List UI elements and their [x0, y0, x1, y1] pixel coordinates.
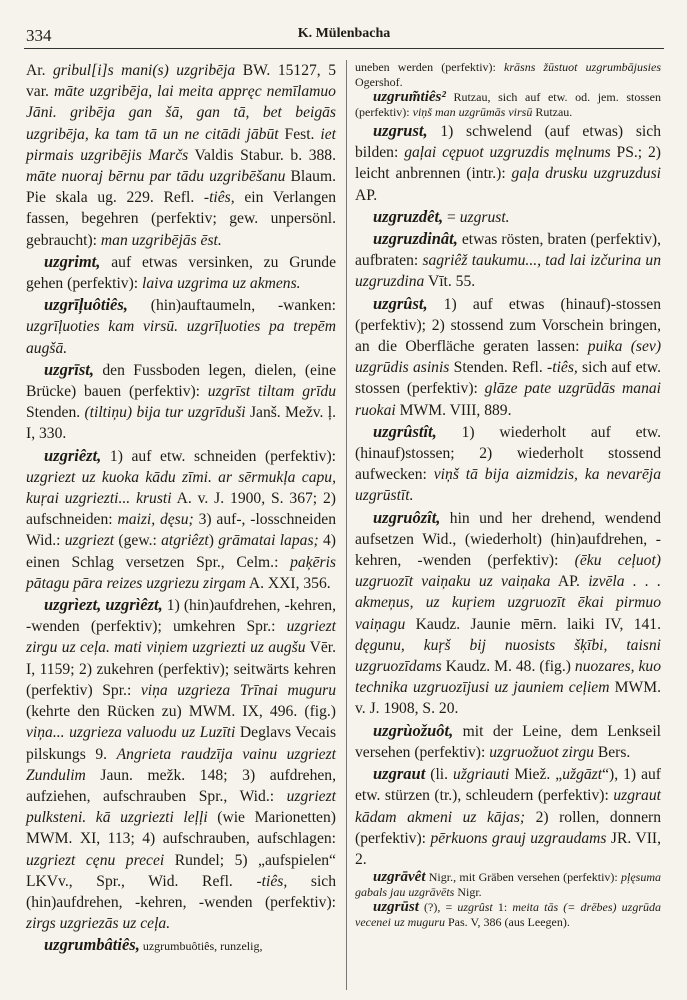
entry-headword: uzgrust,: [373, 121, 428, 140]
entry-example: viņš man uzgrūmās virsū: [412, 105, 533, 119]
entry-example: užgriauti: [453, 766, 510, 784]
entry-text: Nigr.: [454, 885, 482, 900]
entry-example: uzgrīst tiltam grīdu: [207, 383, 336, 401]
dictionary-entry: [355, 228, 661, 293]
entry-text: AP.: [550, 573, 589, 591]
entry-example: uzgriezt uz kuoka kādu zīmi. ar sērmukļa capu, kuŗai uzgriezti... krusti: [26, 468, 336, 508]
entry-text: Stenden. Refl.: [449, 359, 548, 377]
dictionary-entry: [26, 251, 336, 294]
dictionary-entry: [26, 445, 336, 594]
entry-example: māte uzgribēja, lai meita appręc nemīlamuo Jāni. gribēja gan šā, gan tā, bet beigās uzgribēja, ka tam tā un ne citādi jābūt: [26, 83, 336, 143]
dictionary-entry: [355, 60, 661, 90]
entry-text: Pas. V, 386 (aus Leegen).: [444, 915, 570, 930]
entry-example: (tiltiņu) bija tur uzgrīduši: [84, 404, 246, 422]
entry-example: grāmatai lapas;: [218, 532, 319, 550]
entry-example: Angrieta raudzīja vainu uzgriezt Zundulim: [26, 745, 336, 784]
entry-text: 1) (hin)aufdrehen, -kehren, -wenden (perfektiv); umkehren Spr.:: [26, 597, 336, 636]
entry-example: gaļa drusku uzgruzdusi: [511, 165, 662, 183]
entry-example: uzgriezt pulksteni. kā uzgriezti leļļi: [26, 787, 336, 827]
entry-example: dęgunu, kuŗš bij nuosists šķībi, taisni uzgruozīdams: [355, 636, 661, 676]
entry-example: uzgrīļuoties kam virsū. uzgrīļuoties pa trepēm augšā.: [26, 318, 336, 357]
entry-text: 2) rollen, donnern (perfektiv):: [355, 808, 661, 847]
entry-text: Ar.: [26, 62, 53, 79]
entry-text: Fest.: [278, 125, 321, 143]
entry-text: 3) auf-, -losschneiden Wid.:: [26, 511, 336, 550]
entry-example: zirgs uzgriezās uz ceļa.: [26, 915, 171, 933]
dictionary-entry: [355, 206, 661, 228]
entry-example: uzgriezt: [64, 532, 115, 550]
entry-text: “), 1) auf etw. stürzen (tr.), schleudern (perfektiv):: [355, 766, 661, 805]
dictionary-entry: [355, 900, 661, 930]
entry-example: paķēris pātagu pāra reizes uzgriezu zirgam: [26, 553, 336, 592]
entry-text: sich (hin)aufdrehen, -kehren, -wenden (perfektiv):: [26, 872, 336, 911]
entry-example: gaļai cępuot uzgruzdis męlnums: [404, 144, 611, 162]
left-column: [26, 60, 336, 957]
entry-headword: uzgrùožuôt,: [373, 720, 454, 740]
entry-text: =: [443, 208, 460, 226]
entry-example: maizi, dęsu;: [117, 511, 194, 529]
entry-example: sagriêž taukumu..., tad lai izčurina un uzgruzdina: [355, 252, 662, 291]
entry-text: Rutzau, sich auf etw. od. jem. stossen (perfektiv):: [355, 90, 661, 119]
entry-text: sich auf etw. stossen (perfektiv):: [355, 359, 661, 398]
entry-headword: uzgruzdêt,: [373, 206, 444, 226]
page-number: 334: [26, 26, 52, 45]
entry-text: 1) auf etw. schneiden (perfektiv):: [101, 447, 336, 465]
entry-text: Rutzau.: [532, 105, 573, 119]
entry-text: (li.: [425, 766, 454, 784]
entry-example: uzgrust.: [459, 208, 510, 226]
entry-example: -tiês,: [547, 359, 578, 377]
entry-headword: uzgrūst: [373, 899, 419, 916]
entry-example: meita tās (= drēbes) uzgrūda vecenei uz muguru: [355, 900, 662, 930]
entry-example: viņš tā bija aizmidzis, ka nevarēja uzgrūstīt.: [355, 466, 661, 505]
entry-text: Kaudz. M. 48. (fig.): [441, 658, 575, 676]
entry-text: (kehrte den Rücken zu) MWM. IX, 496. (fig.): [26, 703, 336, 721]
dictionary-entry: [355, 90, 661, 120]
entry-example: krāsns žūstuot uzgrumbājusies: [504, 60, 661, 74]
entry-example: -tiês,: [256, 872, 288, 890]
entry-example: atgriêzt: [161, 532, 209, 550]
entry-example: gribul[i]s mani(s) uzgribēja: [53, 62, 236, 79]
dictionary-entry: [26, 594, 336, 934]
entry-text: Miež. „: [509, 766, 563, 784]
entry-text: PS.; 2) leicht anbrennen (intr.):: [355, 144, 661, 183]
entry-text: Bers.: [593, 743, 631, 761]
entry-text: ein Verlangen fassen, begehren (perfektiv; gew. unpersönl. gebraucht):: [26, 189, 336, 249]
dictionary-entry: [355, 421, 661, 507]
entry-text: auf etwas versinken, zu Grunde gehen (perfektiv):: [26, 253, 336, 293]
dictionary-entry: [355, 293, 661, 421]
entry-headword: uzgrumbâtiês,: [44, 935, 140, 955]
entry-text: 4) einen Schlag versetzen Spr., Celm.:: [26, 532, 336, 571]
entry-text: MWM. v. J. 1908, S. 20.: [355, 679, 662, 718]
entry-text: 1) schwelend (auf etwas) sich bilden:: [355, 123, 661, 162]
entry-text: Blaum. Pie skala ug. 229. Refl.: [26, 168, 336, 207]
entry-text: JR. VII, 2.: [355, 829, 661, 868]
entry-example: uzgraut kādam akmeni uz kājas;: [355, 787, 661, 826]
entry-example: -tiês,: [203, 189, 235, 207]
entry-headword: uzgrīļuôtiês,: [44, 295, 128, 315]
entry-text: Vēr. I, 1159; 2) zukehren (perfektiv); seitwärts kehren (perfektiv) Spr.:: [26, 639, 337, 699]
entry-headword: uzgrum̃tiês²: [373, 89, 446, 105]
entry-example: viņa uzgrieza Trīnai muguru: [140, 681, 336, 699]
entry-text: Nigr., mit Gräben versehen (perfektiv):: [425, 870, 621, 885]
dictionary-entry: [26, 934, 336, 956]
entry-text: Stenden.: [26, 404, 85, 422]
entry-example: uzgriezt cęnu precei: [26, 851, 165, 869]
entry-example: laiva uzgrima uz akmens.: [142, 275, 301, 293]
entry-example: (ēku ceļuot) uzgruozīt vaiņaku uz vaiņaka: [355, 552, 661, 591]
entry-example: viņa... uzgrieza valuodu uz Luzīti: [26, 724, 236, 742]
entry-example: man uzgribējās ēst.: [100, 231, 222, 249]
entry-example: iet pirmais uzgribējis Marčs: [26, 125, 336, 164]
entry-text: (?), =: [418, 900, 458, 915]
entry-example: uzgriezt zirgu uz ceļa. mati viņiem uzgriezti uz augšu: [26, 618, 336, 657]
entry-example: nuozares, kuo technika uzgruozījusi uz jauniem ceļiem: [355, 658, 661, 697]
entry-text: BW. 15127, 5 var.: [26, 62, 337, 101]
entry-text: Janš. Mežv. ļ. I, 330.: [26, 404, 336, 443]
entry-example: pļęsuma gabals jau uzgrāvēts: [355, 870, 661, 900]
dictionary-entry: [355, 720, 661, 763]
entry-text: mit der Leine, dem Lenkseil versehen (perfektiv):: [355, 722, 661, 761]
entry-text: (wie Marionetten) MWM. XI, 113; 4) aufschrauben, aufschlagen:: [26, 809, 336, 848]
entry-headword: uzgrìezt,: [44, 595, 102, 615]
entry-text: uneben werden (perfektiv):: [355, 60, 505, 74]
entry-text: etwas rösten, braten (perfektiv), aufbraten:: [355, 231, 661, 270]
entry-text: A. v. J. 1900, S. 367; 2) aufschneiden:: [26, 490, 336, 529]
column-divider: [346, 60, 347, 990]
entry-example: pērkuons grauj uzgraudams: [430, 829, 607, 847]
entry-example: uzgruožuot zirgu: [489, 743, 594, 761]
entry-headword: uzgrāvêt: [373, 869, 426, 886]
entry-headword: uzgruzdinât,: [373, 229, 458, 249]
right-column: [355, 60, 661, 930]
entry-text: Jaun. mežk. 148; 3) aufdrehen, aufziehen, aufschrauben Spr., Wid.:: [26, 766, 336, 805]
entry-example: uzgrûst: [457, 900, 493, 915]
dictionary-entry: [355, 120, 661, 206]
entry-text: (hin)auftaumeln, -wanken:: [127, 297, 336, 315]
dictionary-entry: [26, 359, 336, 445]
entry-text: den Fussboden legen, dielen, (eine Brücke) bauen (perfektiv):: [26, 361, 336, 401]
entry-text: Valdis Stabur. b. 388.: [188, 146, 336, 164]
dictionary-entry: [26, 60, 336, 251]
entry-headword: uzgraut: [373, 764, 426, 784]
entry-headword: uzgrīst,: [44, 359, 94, 379]
dictionary-entry: [355, 870, 661, 900]
entry-text: 1) wiederholt auf etw. (hinauf)stossen; 2) wiederholt stossend aufwecken:: [355, 423, 661, 484]
entry-example: puika (sev) uzgrūdis asinis: [355, 338, 662, 377]
entry-headword: uzgrûst,: [373, 293, 428, 313]
entry-example: užgāzt: [562, 766, 603, 784]
entry-example: glāze pate uzgrūdās manai ruokai: [355, 380, 661, 419]
dictionary-entry: [355, 763, 661, 870]
entry-text: A. XXI, 356.: [245, 574, 331, 592]
entry-headword: uzgrûstît,: [373, 421, 437, 441]
running-title: K. Mülenbacha: [297, 26, 391, 41]
entry-text: hin und her drehend, wendend aufsetzen Wid., (wiederholt) (hin)aufdrehen, -kehren, -wenden (perfektiv):: [355, 509, 661, 570]
entry-text: MWM. VIII, 889.: [395, 401, 512, 419]
entry-headword: uzgrìêzt,: [105, 595, 163, 615]
dictionary-entry: [355, 507, 661, 720]
entry-text: AP.: [355, 186, 378, 204]
entry-text: (gew.:: [114, 532, 162, 550]
dictionary-entry: [26, 294, 336, 359]
entry-text: 1:: [492, 900, 513, 915]
entry-headword: uzgrimt,: [44, 251, 101, 271]
entry-example: izvēla . . . akmeņus, uz kuŗiem uzgruozīt ēkai pirmuo vaiņagu: [355, 573, 662, 633]
entry-text: ): [208, 532, 219, 550]
entry-headword: uzgriêzt,: [44, 445, 102, 465]
entry-text: Deglavs Vecais pilskungs 9.: [26, 724, 337, 763]
entry-headword: uzgruôzît,: [373, 507, 441, 527]
entry-text: Ogershof.: [355, 75, 403, 89]
entry-text: 1) auf etwas (hinauf)-stossen (perfektiv); 2) stossend zum Vorschein bringen, an die Oberfläche geraten lassen:: [355, 295, 661, 356]
entry-text: uzgrumbuôtiês, runzelig,: [139, 939, 263, 954]
entry-example: māte nuoraj bērnu par tādu uzgribēšanu: [26, 168, 286, 186]
entry-text: Vīt. 55.: [424, 273, 476, 291]
page-header: [26, 26, 662, 48]
header-rule: [24, 48, 664, 49]
entry-text: Kaudz. Jaunie mērn. laiki IV, 141.: [405, 615, 661, 633]
entry-text: Rundel; 5) „aufspielen“ LKVv., Spr., Wid. Refl.: [26, 851, 336, 890]
